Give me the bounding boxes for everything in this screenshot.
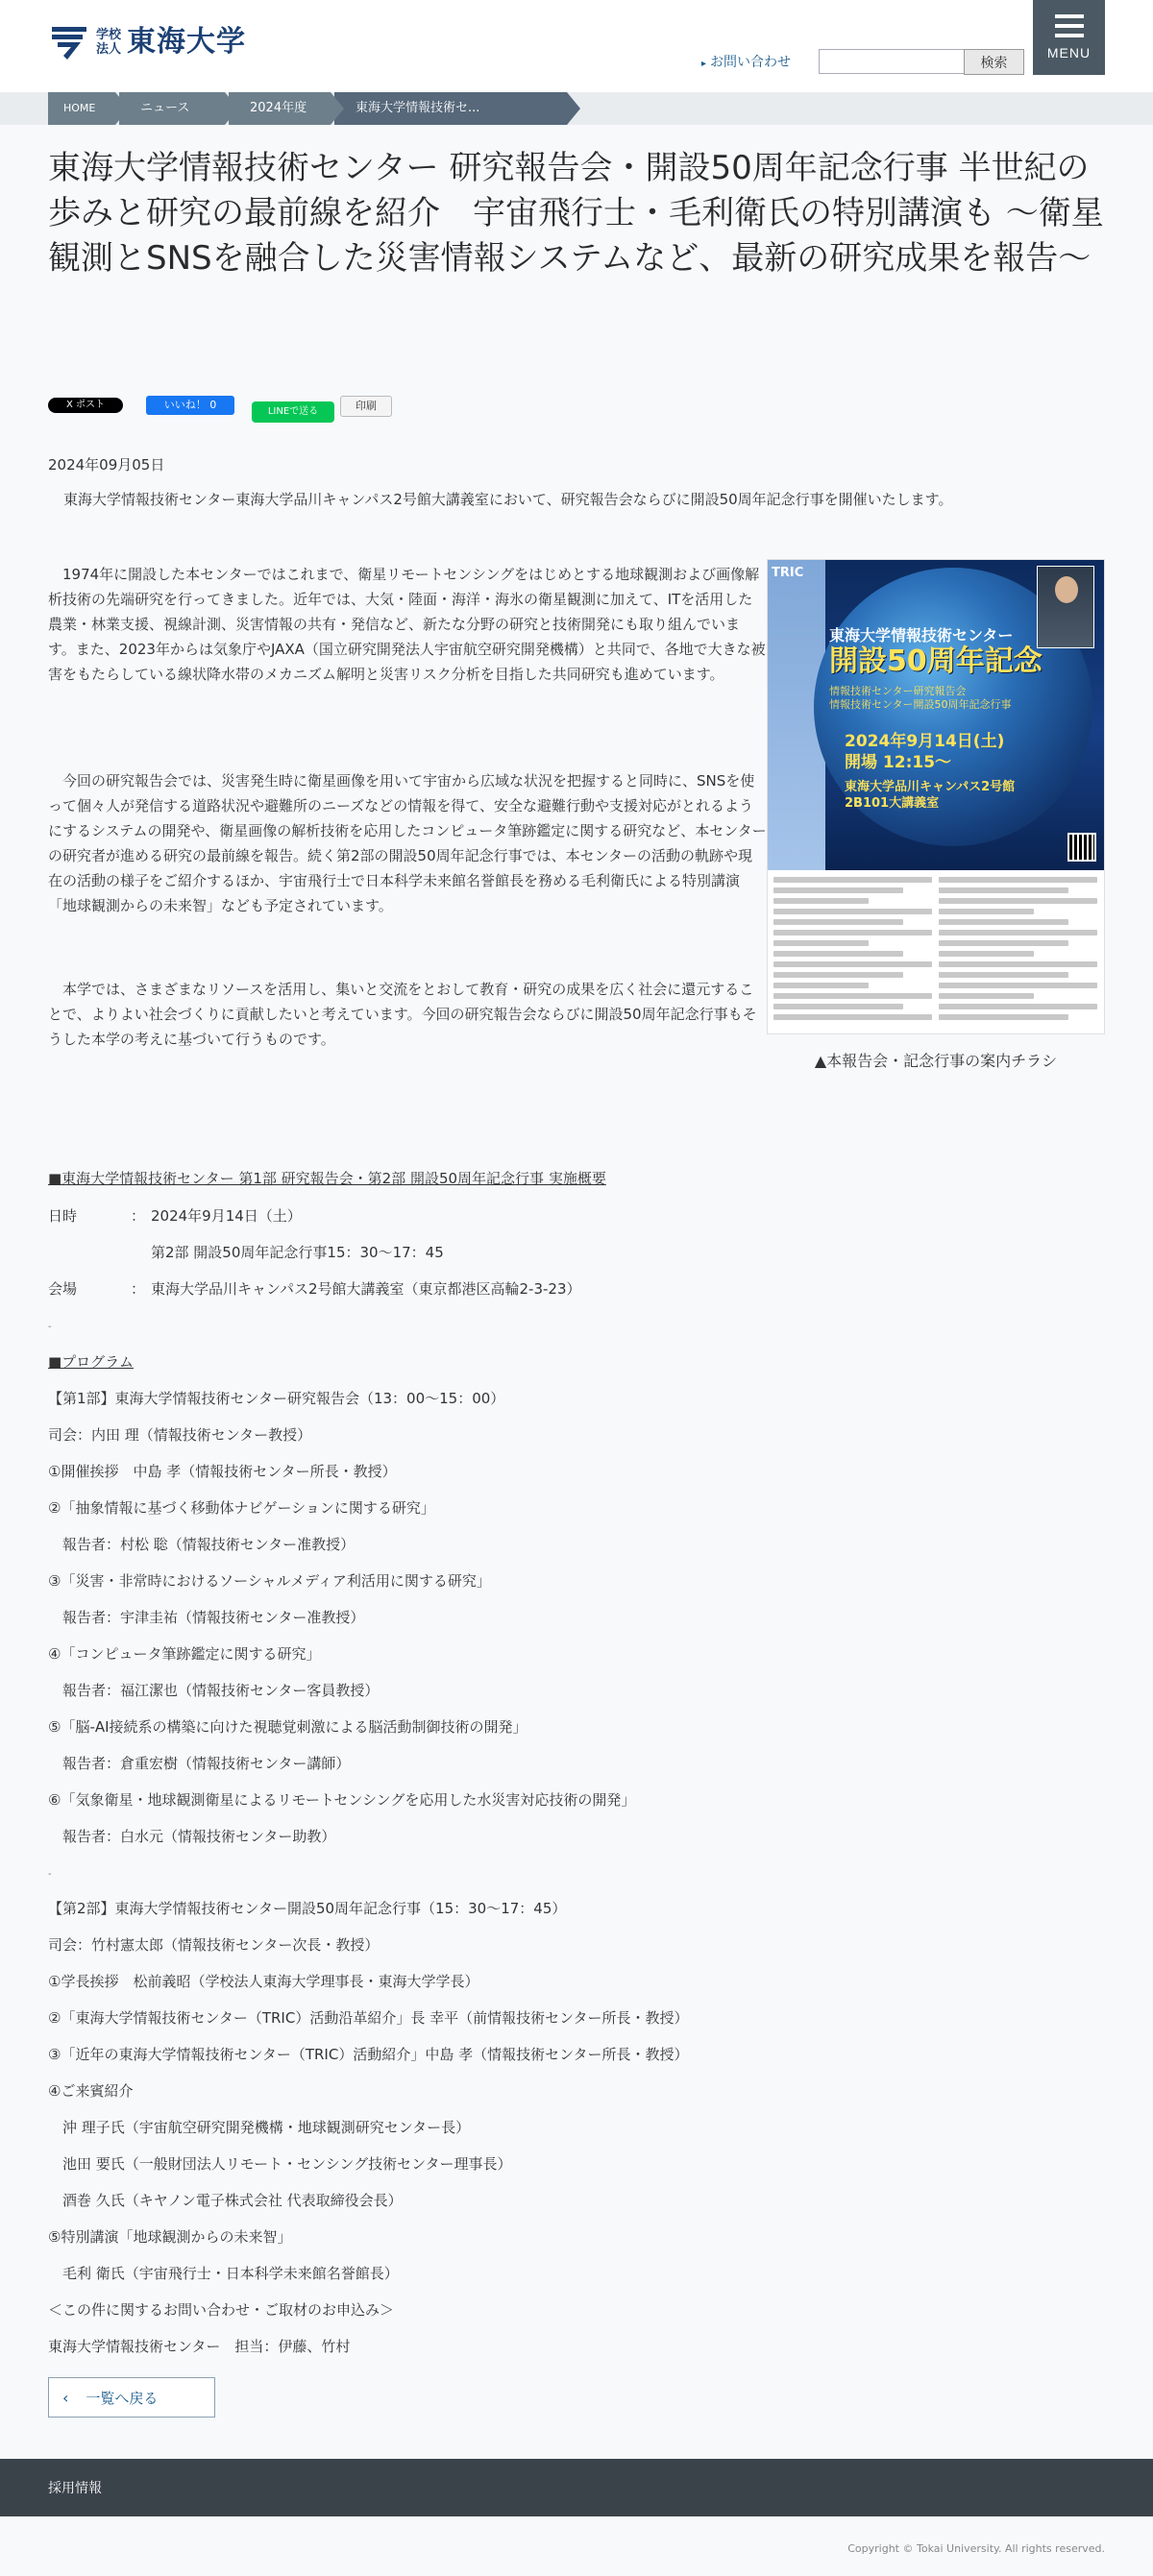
overview-venue-colon: ： (131, 1280, 146, 1298)
program-line: ③「近年の東海大学情報技術センター（TRIC）活動紹介」中島 孝（情報技術センター所長・教授） (48, 2046, 689, 2063)
separator: - (48, 1869, 52, 1880)
breadcrumb-news[interactable]: ニュース (119, 92, 225, 125)
flyer-subtitle-2: 情報技術センター開設50周年記念行事 (829, 698, 1012, 711)
program-line: 報告者：倉重宏樹（情報技術センター講師） (48, 1755, 351, 1772)
program-line: ⑤特別講演「地球観測からの未来智」 (48, 2228, 292, 2246)
program-line: 毛利 衛氏（宇宙飛行士・日本科学未来館名誉館長） (48, 2265, 399, 2282)
logo-small-1: 学校 (96, 28, 122, 42)
speaker-photo (1037, 566, 1094, 648)
overview-date-colon: ： (131, 1207, 146, 1225)
program-line: 【第1部】東海大学情報技術センター研究報告会（13：00〜15：00） (48, 1390, 505, 1407)
article-paragraph: 1974年に開設した本センターではこれまで、衛星リモートセンシングをはじめとする地球観測および画像解析技術の先端研究を行ってきました。近年では、大気・陸面・海洋・海氷の衛星観測に加えて、ITを活用した農業・林業支援、視線計測、災害情報の共有・発信など、新たな分野の研究と技術開発にも取り組んでいます。また、2023年からは気象庁やJAXA（国立研究開発法人宇宙航空研究開発機構）と共同で、各地で大きな被害をもたらしている線状降水帯のメカニズム解明と災害リスク分析を目指した共同研究も進めています。 (48, 566, 766, 683)
hamburger-icon (1055, 14, 1084, 37)
facebook-like-button[interactable]: いいね！ 0 (146, 396, 234, 415)
logo-text: 東海大学 (127, 25, 247, 59)
breadcrumb-current: 東海大学情報技術セ... (334, 92, 567, 125)
search-button[interactable]: 検索 (964, 49, 1024, 75)
program-line: 沖 理子氏（宇宙航空研究開発機構・地球観測研究センター長） (48, 2119, 471, 2136)
program-line: ①学長挨拶 松前義昭（学校法人東海大学理事長・東海大学学長） (48, 1973, 479, 1990)
logo-mark-icon (48, 21, 90, 63)
site-logo[interactable] (48, 21, 246, 63)
program-line: ③「災害・非常時におけるソーシャルメディア利活用に関する研究」 (48, 1572, 491, 1590)
back-label: 一覧へ戻る (86, 2389, 159, 2407)
breadcrumb-home[interactable]: HOME (48, 92, 115, 125)
program-line: ⑤「脳-AI接続系の構築に向けた視聴覚刺激による脳活動制御技術の開発」 (48, 1718, 527, 1736)
flyer-venue (845, 779, 1015, 812)
print-button[interactable]: 印刷 (340, 396, 392, 417)
contact-heading: ＜この件に関するお問い合わせ・ご取材のお申込み＞ (48, 2301, 395, 2319)
menu-button[interactable] (1033, 0, 1105, 75)
overview-venue-label: 会場 (48, 1280, 78, 1298)
recruit-link[interactable]: 採用情報 (48, 2481, 102, 2496)
flyer-date-2: 開場 12:15〜 (845, 753, 952, 772)
flyer-org: 東海大学情報技術センター (829, 626, 1014, 644)
program-line: 報告者：宇津圭祐（情報技術センター准教授） (48, 1609, 365, 1626)
breadcrumb-year[interactable]: 2024年度 (229, 92, 331, 125)
flyer-caption: ▲本報告会・記念行事の案内チラシ (814, 1052, 1058, 1070)
page-title: 東海大学情報技術センター 研究報告会・開設50周年記念行事 半世紀の歩みと研究の最前線を紹介 宇宙飛行士・毛利衛氏の特別講演も 〜衛星観測とSNSを融合した災害情報システムなど、最新の研究成果を報告〜 (48, 149, 1104, 278)
flyer-date-1: 2024年9月14日(土) (845, 732, 1005, 751)
logo-corp-label (96, 28, 121, 57)
program-line: ②「東海大学情報技術センター（TRIC）活動沿革紹介」長 幸平（前情報技術センター所長・教授） (48, 2009, 689, 2027)
article-paragraph: 本学では、さまざまなリソースを活用し、集いと交流をとおして教育・研究の成果を広く社会に還元することで、よりよい社会づくりに貢献したいと考えています。今回の研究報告会ならびに開設50周年記念行事もそうした本学の考えに基づいて行うものです。 (48, 981, 757, 1048)
logo-small-2: 法人 (96, 42, 122, 57)
program-line: 司会：内田 理（情報技術センター教授） (48, 1426, 312, 1444)
breadcrumb (48, 92, 571, 125)
article-date: 2024年09月05日 (48, 456, 165, 474)
program-line: 司会：竹村憲太郎（情報技術センター次長・教授） (48, 1936, 380, 1954)
overview-venue-value: 東海大学品川キャンパス2号館大講義室（東京都港区高輪2-3-23） (151, 1280, 581, 1298)
flyer-subtitle (829, 685, 1012, 712)
program-line: 【第2部】東海大学情報技術センター開設50周年記念行事（15：30〜17：45） (48, 1900, 567, 1917)
program-line: 報告者：村松 聡（情報技術センター准教授） (48, 1536, 356, 1553)
flyer-tric-logo: TRIC (772, 566, 804, 580)
overview-date-label: 日時 (48, 1207, 78, 1225)
contact-link[interactable]: ▸ お問い合わせ (701, 52, 791, 73)
search-input[interactable] (819, 49, 965, 74)
flyer-venue-1: 東海大学品川キャンパス2号館 (845, 780, 1016, 794)
flyer-venue-2: 2B101大講義室 (845, 796, 940, 811)
program-line: ②「抽象情報に基づく移動体ナビゲーションに関する研究」 (48, 1499, 435, 1517)
line-share-button[interactable]: LINEで送る (252, 401, 334, 423)
site-header (0, 0, 1153, 92)
back-to-list-button[interactable] (48, 2377, 215, 2418)
overview-heading: ■東海大学情報技術センター 第1部 研究報告会・第2部 開設50周年記念行事 実施概要 (48, 1170, 606, 1187)
event-flyer-image[interactable] (767, 559, 1105, 1034)
footer-band (0, 2459, 1153, 2516)
copyright: Copyright © Tokai University. All rights reserved. (847, 2542, 1105, 2555)
program-line: ⑥「気象衛星・地球観測衛星によるリモートセンシングを応用した水災害対応技術の開発」 (48, 1791, 636, 1809)
program-line: 酒巻 久氏（キヤノン電子株式会社 代表取締役会長） (48, 2192, 403, 2209)
chevron-left-icon: ‹ (62, 2388, 69, 2407)
overview-date-value-2: 第2部 開設50周年記念行事15：30〜17：45 (151, 1244, 444, 1261)
breadcrumb-bar (0, 92, 1153, 125)
x-post-button[interactable]: X ポスト (48, 398, 123, 413)
qr-code-icon (1067, 833, 1096, 862)
contact-info: 東海大学情報技術センター 担当：伊藤、竹村 (48, 2338, 351, 2355)
program-heading: ■プログラム (48, 1353, 135, 1371)
program-line: ④「コンピュータ筆跡鑑定に関する研究」 (48, 1645, 321, 1663)
flyer-column-right (939, 877, 1097, 1025)
flyer-subtitle-1: 情報技術センター研究報告会 (829, 685, 967, 697)
flyer-date (845, 731, 1004, 773)
flyer-headline: 開設50周年記念 (829, 644, 1043, 678)
article-lead: 東海大学情報技術センター東海大学品川キャンパス2号館大講義室において、研究報告会ならびに開設50周年記念行事を開催いたします。 (63, 491, 953, 508)
overview-date-value: 2024年9月14日（土） (151, 1207, 302, 1225)
article-paragraph: 今回の研究報告会では、災害発生時に衛星画像を用いて宇宙から広域な状況を把握すると同時に、SNSを使って個々人が発信する道路状況や避難所のニーズなどの情報を得て、安全な避難行動や支援対応がとれるようにするシステムの開発や、衛星画像の解析技術を応用したコンピュータ筆跡鑑定に関する研究など、本センターの研究者が進める研究の最前線を報告。続く第2部の開設50周年記念行事では、本センターの活動の軌跡や現在の活動の様子をご紹介するほか、宇宙飛行士で日本科学未来館名誉館長を務める毛利衛氏による特別講演「地球観測からの未来智」なども予定されています。 (48, 772, 767, 914)
flyer-header (768, 560, 1105, 870)
program-line: ①開催挨拶 中島 孝（情報技術センター所長・教授） (48, 1463, 397, 1480)
program-line: 報告者：福江潔也（情報技術センター客員教授） (48, 1682, 380, 1699)
flyer-program-text (773, 877, 1100, 1031)
program-line: ④ご来賓紹介 (48, 2082, 134, 2100)
flyer-column-left (773, 877, 932, 1025)
program-line: 池田 要氏（一般財団法人リモート・センシング技術センター理事長） (48, 2155, 512, 2173)
menu-label: MENU (1046, 45, 1092, 61)
separator: - (48, 1322, 52, 1332)
program-line: 報告者：白水元（情報技術センター助教） (48, 1828, 336, 1845)
